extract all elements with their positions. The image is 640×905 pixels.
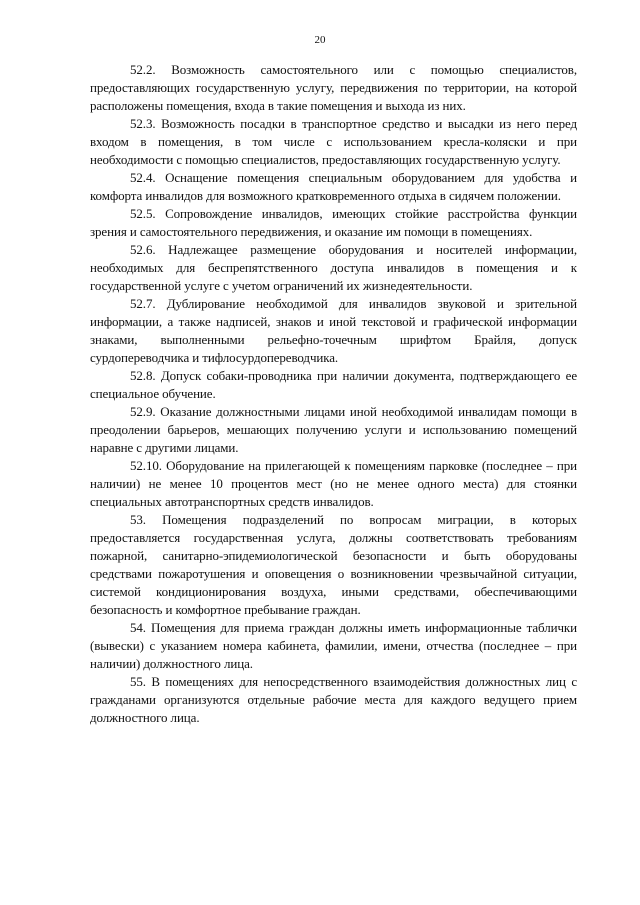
paragraph-52-10: 52.10. Оборудование на прилегающей к помещениям парковке (последнее – при наличии) не менее 10 процентов мест (но не менее одного места) для стоянки специальных автотранспортных средств инвалидов. [90,458,577,509]
paragraph-54: 54. Помещения для приема граждан должны иметь информационные таблички (вывески) с указанием номера кабинета, фамилии, имени, отчества (последнее – при наличии) должностного лица. [90,620,577,671]
paragraph-52-4: 52.4. Оснащение помещения специальным оборудованием для удобства и комфорта инвалидов для возможного кратковременного отдыха в сидячем положении. [90,170,577,203]
paragraph-55: 55. В помещениях для непосредственного взаимодействия должностных лиц с гражданами организуются отдельные рабочие места для каждого ведущего прием должностного лица. [90,674,577,725]
paragraph-52-5: 52.5. Сопровождение инвалидов, имеющих стойкие расстройства функции зрения и самостоятельного передвижения, и оказание им помощи в помещениях. [90,206,577,239]
paragraph-52-8: 52.8. Допуск собаки-проводника при наличии документа, подтверждающего ее специальное обучение. [90,368,577,401]
paragraph-52-7: 52.7. Дублирование необходимой для инвалидов звуковой и зрительной информации, а также надписей, знаков и иной текстовой и графической информации знаками, выполненными рельефно-точечным шрифтом Брайля, допуск сурдопереводчика и тифлосурдопереводчика. [90,296,577,365]
page-number: 20 [314,34,326,46]
paragraph-53: 53. Помещения подразделений по вопросам миграции, в которых предоставляется государственная услуга, должны соответствовать требованиям пожарной, санитарно-эпидемиологической безопасности и быть оборудованы средствами пожаротушения и оповещения о возникновении чрезвычайной ситуации, системой кондиционирования воздуха, иными средствами, обеспечивающими безопасность и комфортное пребывание граждан. [90,512,577,617]
paragraph-52-9: 52.9. Оказание должностными лицами иной необходимой инвалидам помощи в преодолении барьеров, мешающих получению услуги и использованию помещений наравне с другими лицами. [90,404,577,455]
paragraph-52-2: 52.2. Возможность самостоятельного или с помощью специалистов, предоставляющих государственную услугу, передвижения по территории, на которой расположены помещения, входа в такие помещения и выхода из них. [90,62,577,113]
document-body [90,61,577,727]
paragraph-52-6: 52.6. Надлежащее размещение оборудования и носителей информации, необходимых для беспрепятственного доступа инвалидов в помещения и к государственной услуге с учетом ограничений их жизнедеятельности. [90,242,577,293]
paragraph-52-3: 52.3. Возможность посадки в транспортное средство и высадки из него перед входом в помещения, в том числе с использованием кресла-коляски и при необходимости с помощью специалистов, предоставляющих государственную услугу. [90,116,577,167]
